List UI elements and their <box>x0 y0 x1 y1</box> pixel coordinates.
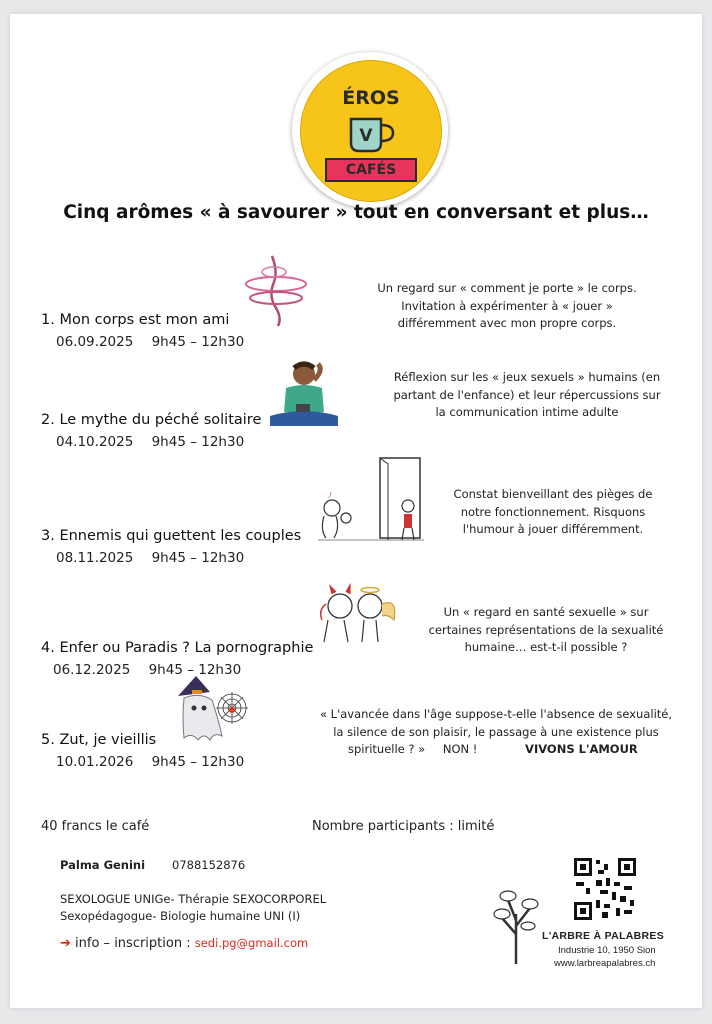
angel-devil-cartoon-icon <box>314 580 400 644</box>
logo-banner: CAFÉS <box>325 158 417 182</box>
tree-logo-icon <box>492 880 540 966</box>
session-3-desc-line: notre fonctionnement. Risquons <box>460 504 646 519</box>
session-1-title: 1. Mon corps est mon ami <box>41 312 230 328</box>
session-4-time: 9h45 – 12h30 <box>148 662 242 678</box>
session-2-desc-line: Réflexion sur les « jeux sexuels » humains (en <box>393 370 661 384</box>
session-2-time: 9h45 – 12h30 <box>151 434 245 450</box>
session-5-desc-last-line <box>306 741 686 759</box>
session-3-desc-line: Constat bienveillant des pièges de <box>453 487 653 501</box>
price-text: 40 francs le café <box>41 819 150 834</box>
couple-door-cartoon-icon <box>308 456 428 542</box>
contact-name: Palma Genini <box>60 858 146 872</box>
session-2-desc-line: la communication intime adulte <box>435 405 619 419</box>
session-3-time: 9h45 – 12h30 <box>151 550 245 566</box>
session-3-date-row <box>56 550 244 566</box>
participants-text: Nombre participants : limité <box>312 819 495 834</box>
session-4-desc-line: Un « regard en santé sexuelle » sur <box>443 605 649 619</box>
partner-block <box>484 852 664 972</box>
session-5-desc-line: spirituelle ? » <box>348 742 426 756</box>
session-5-description <box>306 706 686 759</box>
session-2-title: 2. Le mythe du péché solitaire <box>41 412 262 428</box>
session-1-date-row <box>56 334 244 350</box>
session-3-title: 3. Ennemis qui guettent les couples <box>41 528 302 544</box>
thinking-person-icon <box>266 360 342 430</box>
session-1-time: 9h45 – 12h30 <box>151 334 245 350</box>
session-1-date: 06.09.2025 <box>56 334 134 350</box>
flyer-page <box>10 14 702 1008</box>
session-5-vivons: VIVONS L'AMOUR <box>525 742 638 756</box>
session-5-time: 9h45 – 12h30 <box>151 754 245 770</box>
arrow-right-icon: ➔ <box>60 936 71 951</box>
eros-cafes-logo <box>292 52 448 208</box>
contact-line-1: SEXOLOGUE UNIGe- Thérapie SEXOCORPOREL <box>60 892 327 906</box>
info-row <box>60 936 308 951</box>
session-5-date-row <box>56 754 244 770</box>
svg-text:ﾉ: ﾉ <box>328 491 332 500</box>
qr-code-icon[interactable] <box>572 856 638 922</box>
session-5-date: 10.01.2026 <box>56 754 134 770</box>
ghost-witch-hat-icon <box>170 674 248 744</box>
spiral-ribbon-icon <box>238 252 314 328</box>
page-heading: Cinq arômes « à savourer » tout en conversant et plus… <box>63 202 649 223</box>
session-1-desc-line: Invitation à expérimenter à « jouer » <box>401 298 613 313</box>
session-1-description <box>372 280 642 333</box>
logo-yellow-circle <box>300 60 442 202</box>
session-1-desc-line: Un regard sur « comment je porte » le corps. <box>377 281 637 295</box>
session-3-date: 08.11.2025 <box>56 550 134 566</box>
session-2-desc-line: partant de l'enfance) et leur répercussions sur <box>393 387 661 402</box>
session-4-description <box>416 604 676 657</box>
session-4-desc-line: humaine… est-t-il possible ? <box>464 640 628 654</box>
contact-phone: 0788152876 <box>172 858 246 872</box>
session-2-date: 04.10.2025 <box>56 434 134 450</box>
partner-name: L'ARBRE À PALABRES <box>542 930 665 942</box>
session-4-desc-line: certaines représentations de la sexualité <box>428 622 664 637</box>
session-1-desc-line: différemment avec mon propre corps. <box>397 316 617 330</box>
partner-address: Industrie 10, 1950 Sion <box>558 945 656 956</box>
session-5-title: 5. Zut, je vieillis <box>41 732 157 748</box>
email-link[interactable]: sedi.pg@gmail.com <box>194 936 309 950</box>
contact-line-2: Sexopédagogue- Biologie humaine UNI (I) <box>60 909 301 923</box>
logo-eros-text: ÉROS <box>342 87 400 109</box>
session-5-desc-line: « L'avancée dans l'âge suppose-t-elle l'absence de sexualité, <box>319 707 673 721</box>
session-4-date: 06.12.2025 <box>53 662 131 678</box>
coffee-cup-icon <box>347 117 399 155</box>
session-5-non: NON ! <box>442 742 478 756</box>
session-4-title: 4. Enfer ou Paradis ? La pornographie <box>41 640 314 656</box>
partner-website[interactable]: www.larbreapalabres.ch <box>554 958 656 969</box>
session-3-desc-line: l'humour à jouer différemment. <box>462 522 644 536</box>
session-5-desc-line: la silence de son plaisir, le passage à une existence plus <box>333 724 659 739</box>
cup-letter: V <box>359 126 373 146</box>
info-label: info – inscription : <box>75 936 191 951</box>
session-2-description <box>382 369 672 422</box>
session-2-date-row <box>56 434 244 450</box>
session-3-description <box>438 486 668 539</box>
